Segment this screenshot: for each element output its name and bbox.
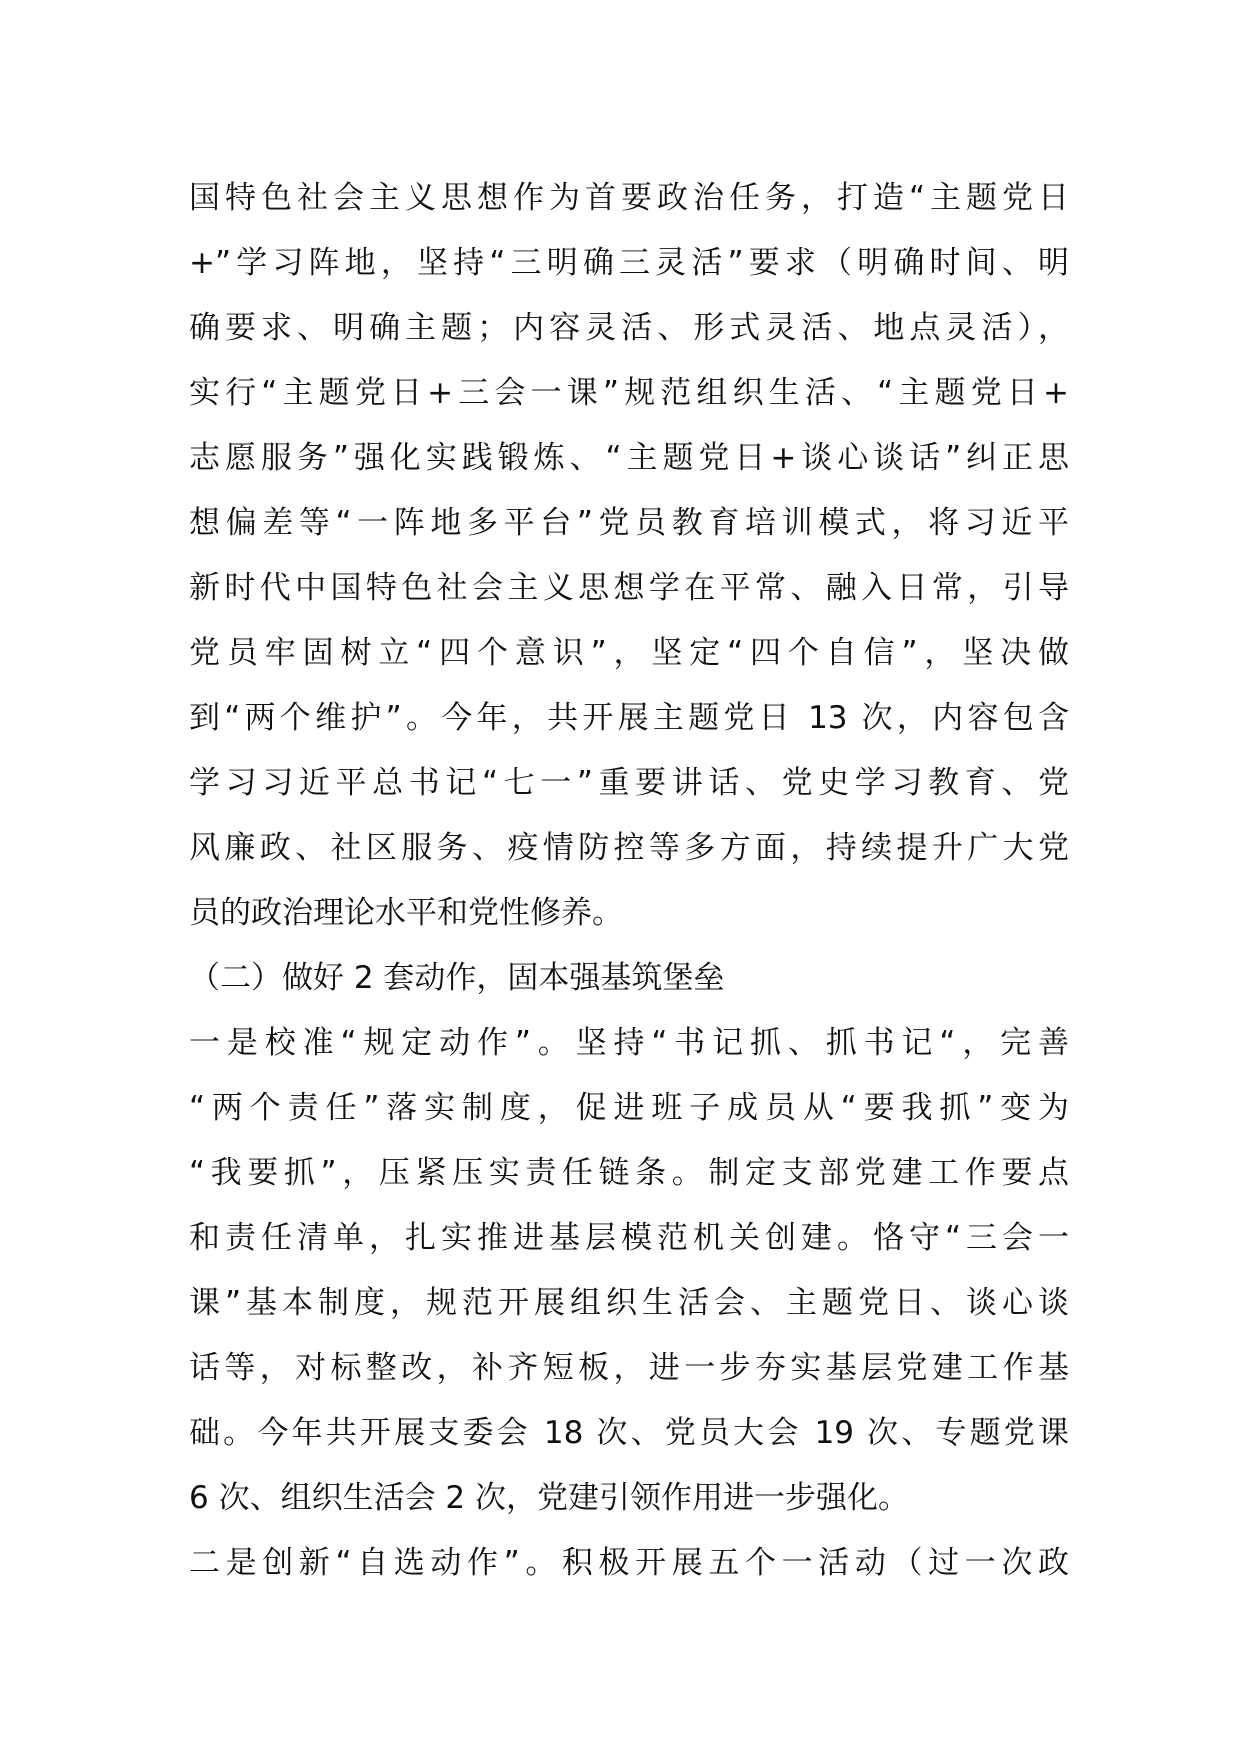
text-line: 确要求、明确主题；内容灵活、形式灵活、地点灵活）， [189, 310, 1069, 346]
text-line: +”学习阵地，坚持“三明确三灵活”要求（明确时间、明 [189, 245, 1069, 281]
text-line: 风廉政、社区服务、疫情防控等多方面，持续提升广大党 [189, 830, 1069, 866]
text-line: 到“两个维护”。今年，共开展主题党日 13 次，内容包含 [189, 700, 1069, 736]
text-line: “两个责任”落实制度，促进班子成员从“要我抓”变为 [189, 1090, 1069, 1126]
text-line: 课”基本制度，规范开展组织生活会、主题党日、谈心谈 [189, 1285, 1069, 1321]
text-line: （二）做好 2 套动作，固本强基筑堡垒 [189, 960, 725, 996]
text-line: 志愿服务”强化实践锻炼、“主题党日+谈心谈话”纠正思 [189, 440, 1069, 476]
text-line: 二是创新“自选动作”。积极开展五个一活动（过一次政 [189, 1545, 1069, 1581]
text-line: 话等，对标整改，补齐短板，进一步夯实基层党建工作基 [189, 1350, 1069, 1386]
document-body [189, 166, 1069, 1596]
text-line: “我要抓”，压紧压实责任链条。制定支部党建工作要点 [189, 1155, 1069, 1191]
text-line: 一是校准“规定动作”。坚持“书记抓、抓书记“，完善 [189, 1025, 1069, 1061]
text-line: 础。今年共开展支委会 18 次、党员大会 19 次、专题党课 [189, 1415, 1069, 1451]
text-line: 和责任清单，扎实推进基层模范机关创建。恪守“三会一 [189, 1220, 1069, 1256]
text-line: 实行“主题党日+三会一课”规范组织生活、“主题党日+ [189, 375, 1069, 411]
text-line: 想偏差等“一阵地多平台”党员教育培训模式，将习近平 [189, 505, 1069, 541]
text-line: 国特色社会主义思想作为首要政治任务，打造“主题党日 [189, 180, 1069, 216]
text-line: 6 次、组织生活会 2 次，党建引领作用进一步强化。 [189, 1480, 910, 1516]
text-line: 新时代中国特色社会主义思想学在平常、融入日常，引导 [189, 570, 1069, 606]
text-line: 学习习近平总书记“七一”重要讲话、党史学习教育、党 [189, 765, 1069, 801]
text-line: 员的政治理论水平和党性修养。 [189, 895, 623, 931]
text-line: 党员牢固树立“四个意识”，坚定“四个自信”，坚决做 [189, 635, 1069, 671]
